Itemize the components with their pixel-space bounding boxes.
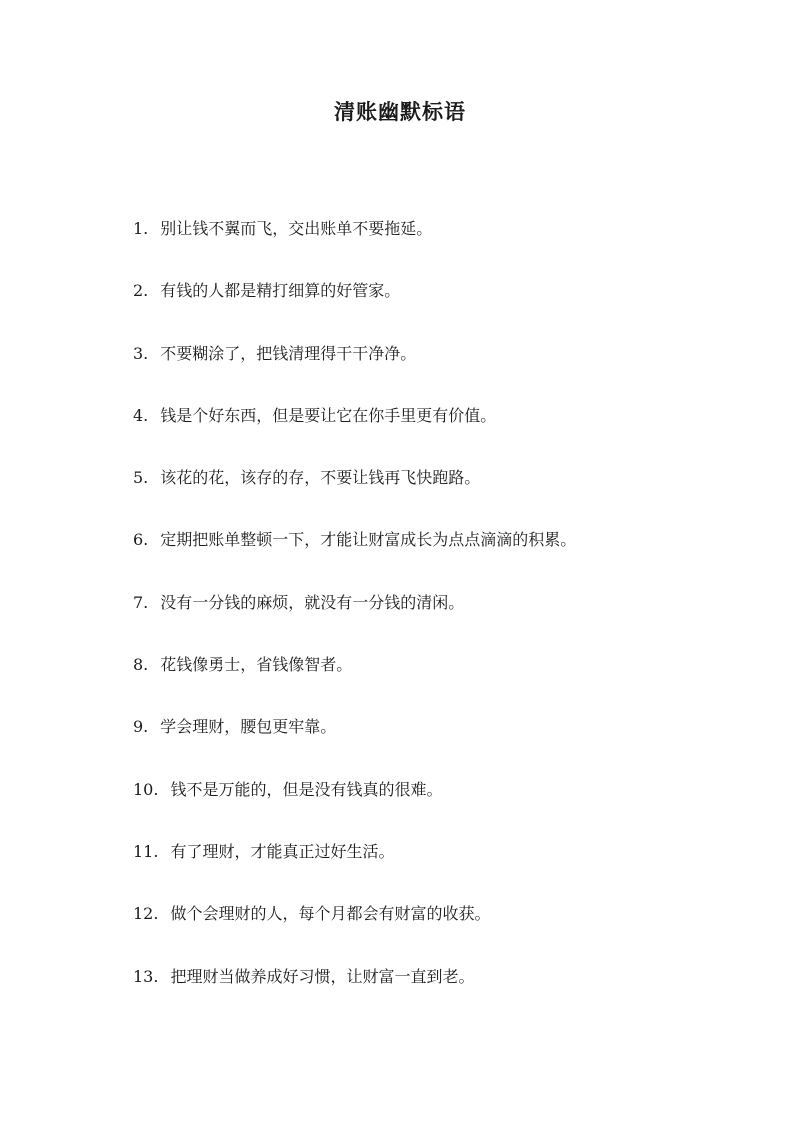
item-number: 5. [133, 468, 149, 488]
item-number: 3. [133, 343, 149, 363]
item-text: 把理财当做养成好习惯，让财富一直到老。 [170, 966, 475, 986]
item-number: 1. [133, 219, 149, 238]
item-text: 有了理财，才能真正过好生活。 [170, 841, 395, 861]
item-text: 没有一分钱的麻烦，就没有一分钱的清闲。 [160, 592, 465, 612]
list-item [133, 276, 753, 306]
item-number: 9. [133, 717, 149, 737]
item-number: 13. [133, 966, 159, 986]
item-text: 定期把账单整顿一下，才能让财富成长为点点滴滴的积累。 [160, 530, 577, 550]
item-text: 有钱的人都是精打细算的好管家。 [160, 281, 401, 301]
list-item [133, 775, 753, 805]
item-text: 别让钱不翼而飞，交出账单不要拖延。 [160, 219, 433, 238]
item-number: 10. [133, 779, 159, 799]
list-item [133, 588, 753, 618]
item-text: 花钱像勇士，省钱像智者。 [160, 655, 353, 675]
item-number: 8. [133, 655, 149, 675]
item-number: 2. [133, 281, 149, 301]
list-item [133, 837, 753, 867]
page-title: 清账幽默标语 [334, 99, 466, 124]
list-item [133, 214, 753, 244]
list-item [133, 339, 753, 369]
item-number: 12. [133, 904, 159, 924]
item-number: 4. [133, 405, 149, 425]
list-item [133, 463, 753, 493]
list-item [133, 650, 753, 680]
item-number: 6. [133, 530, 149, 550]
item-number: 11. [133, 841, 159, 861]
slogan-list [133, 214, 753, 1024]
list-item [133, 401, 753, 431]
list-item [133, 525, 753, 555]
list-item [133, 712, 753, 742]
item-text: 学会理财，腰包更牢靠。 [160, 717, 337, 737]
list-item [133, 962, 753, 992]
item-text: 该花的花，该存的存，不要让钱再飞快跑路。 [160, 468, 481, 488]
item-text: 钱是个好东西，但是要让它在你手里更有价值。 [160, 405, 497, 425]
item-text: 做个会理财的人，每个月都会有财富的收获。 [170, 904, 491, 924]
list-item [133, 899, 753, 929]
item-text: 钱不是万能的，但是没有钱真的很难。 [170, 779, 443, 799]
item-text: 不要糊涂了，把钱清理得干干净净。 [160, 343, 417, 363]
item-number: 7. [133, 592, 149, 612]
